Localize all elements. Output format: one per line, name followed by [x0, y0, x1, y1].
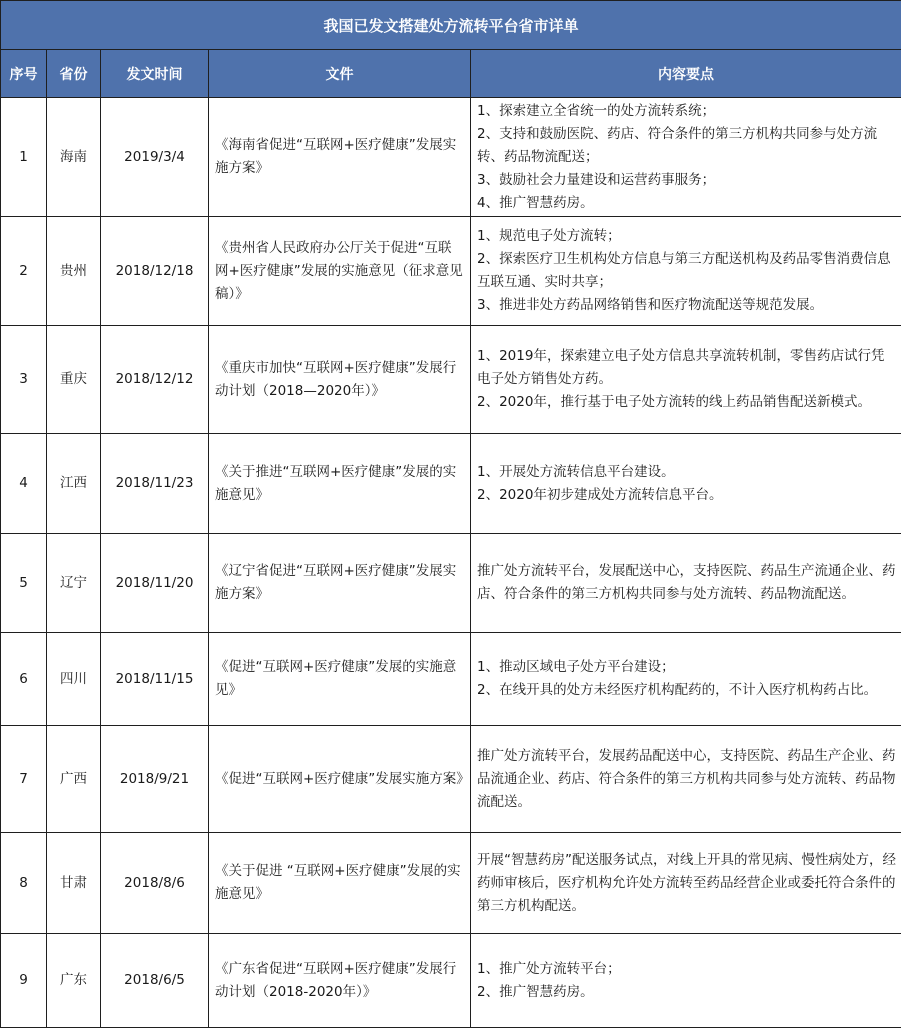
content-point: 2、推广智慧药房。 — [477, 981, 897, 1004]
cell-seq: 6 — [1, 633, 47, 726]
cell-file: 《广东省促进“互联网+医疗健康”发展行动计划（2018-2020年）》 — [209, 934, 471, 1028]
content-point: 3、推进非处方药品网络销售和医疗物流配送等规范发展。 — [477, 294, 897, 317]
cell-points — [471, 633, 901, 726]
header-row — [1, 50, 901, 98]
content-point: 推广处方流转平台，发展药品配送中心，支持医院、药品生产企业、药品流通企业、药店、符合条件的第三方机构共同参与处方流转、药品物流配送。 — [477, 745, 897, 814]
cell-seq: 7 — [1, 726, 47, 833]
cell-province: 辽宁 — [47, 534, 101, 633]
content-point: 3、鼓励社会力量建设和运营药事服务； — [477, 169, 897, 192]
cell-date: 2018/11/20 — [101, 534, 209, 633]
content-point: 1、推动区域电子处方平台建设； — [477, 656, 897, 679]
content-point: 1、探索建立全省统一的处方流转系统； — [477, 100, 897, 123]
content-point: 4、推广智慧药房。 — [477, 192, 897, 215]
cell-points — [471, 98, 901, 217]
header-file: 文件 — [209, 50, 471, 98]
cell-date: 2018/11/15 — [101, 633, 209, 726]
cell-points — [471, 434, 901, 534]
content-point: 2、2020年初步建成处方流转信息平台。 — [477, 484, 897, 507]
cell-seq: 8 — [1, 833, 47, 934]
table-row — [1, 726, 901, 833]
cell-seq: 2 — [1, 217, 47, 326]
cell-points — [471, 534, 901, 633]
cell-points — [471, 217, 901, 326]
content-point: 1、开展处方流转信息平台建设。 — [477, 461, 897, 484]
cell-province: 重庆 — [47, 326, 101, 434]
cell-date: 2018/9/21 — [101, 726, 209, 833]
cell-date: 2018/8/6 — [101, 833, 209, 934]
cell-file: 《关于促进 “互联网+医疗健康”发展的实施意见》 — [209, 833, 471, 934]
cell-date: 2019/3/4 — [101, 98, 209, 217]
content-point: 2、探索医疗卫生机构处方信息与第三方配送机构及药品零售消费信息互联互通、实时共享； — [477, 248, 897, 294]
content-point: 1、2019年，探索建立电子处方信息共享流转机制，零售药店试行凭电子处方销售处方药。 — [477, 345, 897, 391]
cell-file: 《贵州省人民政府办公厅关于促进“互联网+医疗健康”发展的实施意见（征求意见稿）》 — [209, 217, 471, 326]
cell-seq: 1 — [1, 98, 47, 217]
content-point: 2、支持和鼓励医院、药店、符合条件的第三方机构共同参与处方流转、药品物流配送； — [477, 123, 897, 169]
cell-date: 2018/12/18 — [101, 217, 209, 326]
header-date: 发文时间 — [101, 50, 209, 98]
content-point: 开展“智慧药房”配送服务试点，对线上开具的常见病、慢性病处方，经药师审核后，医疗机构允许处方流转至药品经营企业或委托符合条件的第三方机构配送。 — [477, 849, 897, 918]
cell-province: 江西 — [47, 434, 101, 534]
table-row — [1, 98, 901, 217]
cell-seq: 9 — [1, 934, 47, 1028]
cell-file: 《海南省促进“互联网+医疗健康”发展实施方案》 — [209, 98, 471, 217]
cell-points — [471, 934, 901, 1028]
table-row — [1, 326, 901, 434]
cell-points — [471, 833, 901, 934]
table-row — [1, 434, 901, 534]
table-row — [1, 833, 901, 934]
cell-province: 四川 — [47, 633, 101, 726]
cell-file: 《促进“互联网+医疗健康”发展的实施意见》 — [209, 633, 471, 726]
cell-file: 《辽宁省促进“互联网+医疗健康”发展实施方案》 — [209, 534, 471, 633]
cell-seq: 4 — [1, 434, 47, 534]
content-point: 推广处方流转平台，发展配送中心，支持医院、药品生产流通企业、药店、符合条件的第三方机构共同参与处方流转、药品物流配送。 — [477, 560, 897, 606]
cell-date: 2018/12/12 — [101, 326, 209, 434]
cell-province: 甘肃 — [47, 833, 101, 934]
table-row — [1, 534, 901, 633]
cell-seq: 3 — [1, 326, 47, 434]
cell-province: 贵州 — [47, 217, 101, 326]
cell-date: 2018/11/23 — [101, 434, 209, 534]
header-seq: 序号 — [1, 50, 47, 98]
header-points: 内容要点 — [471, 50, 901, 98]
cell-file: 《重庆市加快“互联网+医疗健康”发展行动计划（2018—2020年）》 — [209, 326, 471, 434]
cell-province: 广东 — [47, 934, 101, 1028]
table-title: 我国已发文搭建处方流转平台省市详单 — [1, 1, 901, 50]
table-row — [1, 633, 901, 726]
cell-seq: 5 — [1, 534, 47, 633]
header-province: 省份 — [47, 50, 101, 98]
content-point: 2、2020年，推行基于电子处方流转的线上药品销售配送新模式。 — [477, 391, 897, 414]
table-row — [1, 217, 901, 326]
cell-date: 2018/6/5 — [101, 934, 209, 1028]
cell-points — [471, 726, 901, 833]
table-row — [1, 934, 901, 1028]
cell-province: 广西 — [47, 726, 101, 833]
title-row — [1, 1, 901, 50]
content-point: 1、规范电子处方流转； — [477, 225, 897, 248]
cell-file: 《促进“互联网+医疗健康”发展实施方案》 — [209, 726, 471, 833]
cell-file: 《关于推进“互联网+医疗健康”发展的实施意见》 — [209, 434, 471, 534]
cell-province: 海南 — [47, 98, 101, 217]
content-point: 1、推广处方流转平台； — [477, 958, 897, 981]
cell-points — [471, 326, 901, 434]
content-point: 2、在线开具的处方未经医疗机构配药的，不计入医疗机构药占比。 — [477, 679, 897, 702]
